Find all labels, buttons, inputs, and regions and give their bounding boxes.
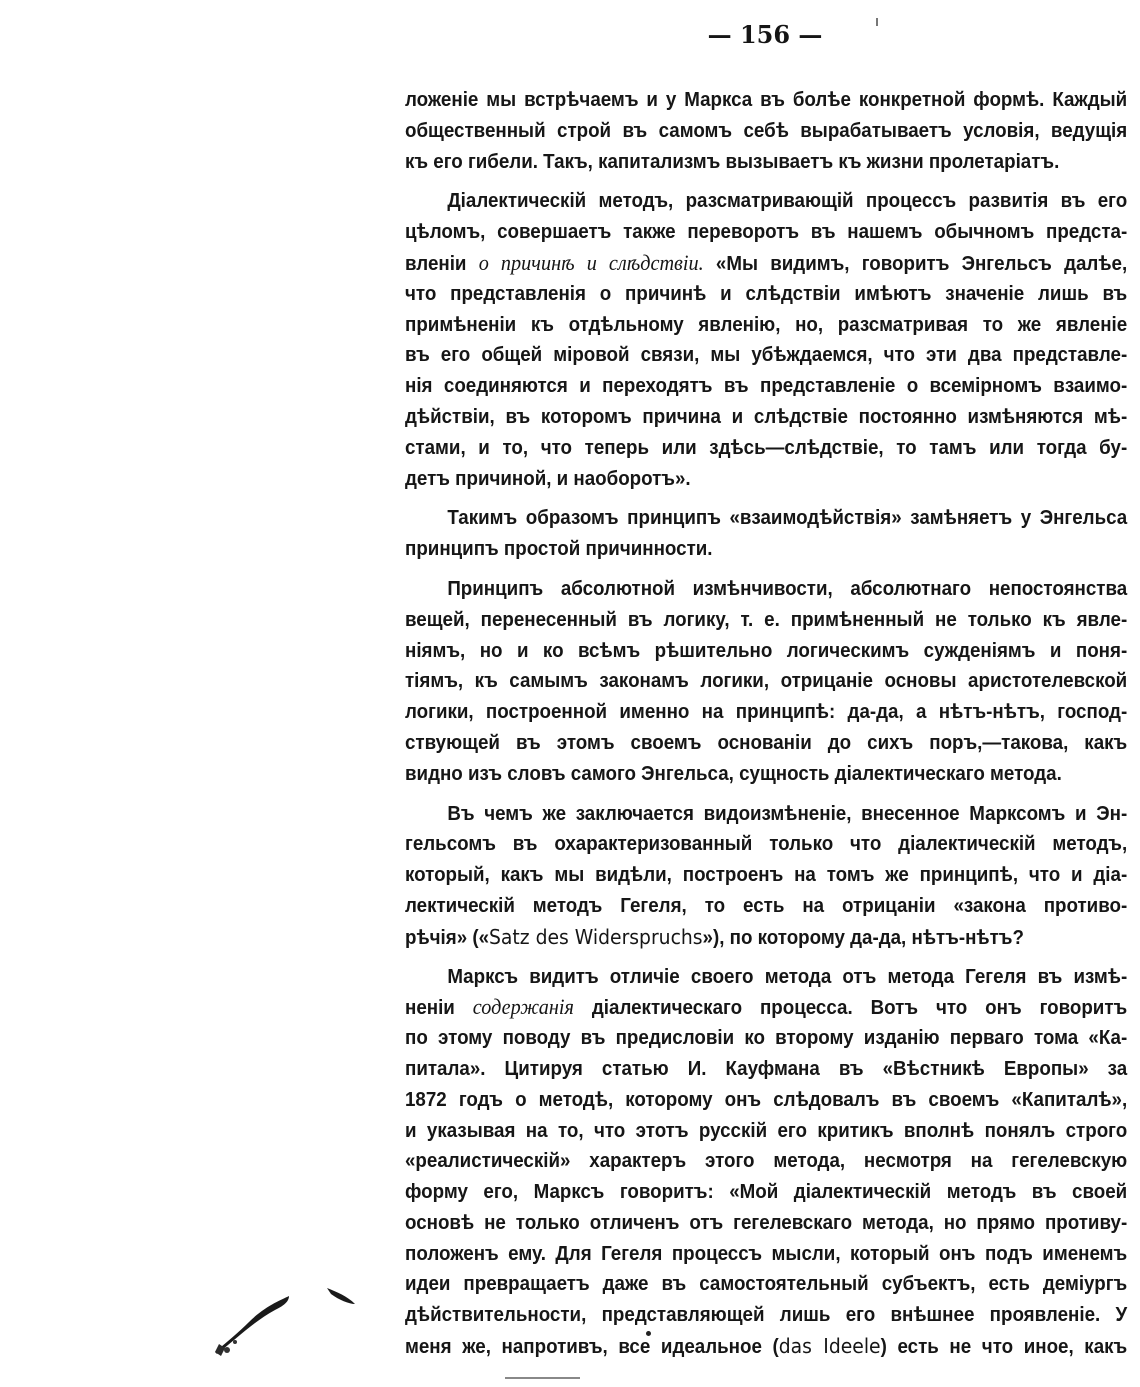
- text-line: «реалистическій» характеръ этого метода, несмотря на гегелевскую: [405, 1150, 1128, 1173]
- bottom-rule: [505, 1377, 580, 1379]
- text-line: который, какъ мы видѣли, построенъ на томъ же принципѣ, что и діа-: [405, 864, 1128, 887]
- text-span: діалектическаго процесса. Вотъ что онъ говоритъ: [591, 997, 1128, 1020]
- text-line: основѣ не только отличенъ отъ гегелевскаго метода, но прямо противу-: [405, 1211, 1128, 1234]
- text-line: нія соединяются и переходятъ въ представленіе о всемірномъ взаимо-: [405, 375, 1128, 398]
- text-span: меня же, напротивъ, все идеальное (: [405, 1336, 779, 1359]
- text-line: детъ причиной, и наоборотъ».: [405, 467, 691, 490]
- text-line: цѣломъ, совершаетъ также переворотъ въ нашемъ обычномъ предста-: [405, 221, 1128, 244]
- ink-smudge: [205, 1282, 375, 1362]
- italic-phrase: о причинѣ и слѣдствіи.: [478, 249, 704, 275]
- text-line: и указывая на то, что этотъ русскій его критикъ вполнѣ понялъ строго: [405, 1119, 1128, 1142]
- text-line: Діалектическій методъ, разсматривающій процессъ развитія въ его: [447, 190, 1128, 213]
- text-line: питала». Цитируя статью И. Кауфмана въ «Вѣстникѣ Европы» за: [405, 1057, 1128, 1080]
- text-line: форму его, Марксъ говоритъ: «Мой діалектическій методъ въ своей: [405, 1181, 1128, 1204]
- text-line: 1872 годъ о методѣ, которому онъ слѣдовалъ въ своемъ «Капиталѣ»,: [405, 1088, 1128, 1111]
- text-span: рѣчія» («: [405, 926, 490, 949]
- text-span: «Мы видимъ, говоритъ Энгельсъ далѣе,: [715, 252, 1128, 275]
- german-phrase: das Ideele: [778, 1334, 881, 1359]
- text-line: гельсомъ въ охарактеризованный только что діалектическій методъ,: [405, 833, 1128, 856]
- text-line: стами, и то, что теперь или здѣсь—слѣдствіе, то тамъ или тогда бу-: [405, 436, 1128, 459]
- text-line: ніямъ, но и ко всѣмъ рѣшительно логическимъ сужденіямъ и поня-: [405, 639, 1128, 662]
- text-line: видно изъ словъ самого Энгельса, сущность діалектическаго метода.: [405, 762, 1062, 785]
- text-line: что представленія о причинѣ и слѣдствіи имѣютъ значеніе лишь въ: [405, 282, 1128, 305]
- text-line: къ его гибели. Такъ, капитализмъ вызываетъ къ жизни пролетаріатъ.: [405, 150, 1060, 173]
- text-line: ложеніе мы встрѣчаемъ и у Маркса въ болѣе конкретной формѣ. Каждый: [405, 89, 1128, 111]
- body-text: [405, 85, 1127, 1362]
- text-line: [405, 922, 1127, 953]
- text-line: логики, построенной именно на принципѣ: да-да, а нѣтъ-нѣтъ, господ-: [405, 701, 1128, 724]
- text-line: [405, 248, 1127, 279]
- german-phrase: Satz des Widerspruchs: [489, 924, 703, 949]
- text-line: принципъ простой причинности.: [405, 538, 713, 561]
- text-line: Такимъ образомъ принципъ «взаимодѣйствія» замѣняетъ у Энгельса: [447, 507, 1128, 530]
- text-line: дѣйствіи, въ которомъ причина и слѣдствіе постоянно измѣняются мѣ-: [405, 405, 1128, 428]
- text-line: Принципъ абсолютной измѣнчивости, абсолютнаго непостоянства: [447, 577, 1128, 600]
- text-span: ) есть не что иное, какъ: [880, 1336, 1128, 1359]
- text-span: неніи: [405, 997, 455, 1020]
- text-line: вещей, перенесенный въ логику, т. е. примѣненный не только къ явле-: [405, 608, 1128, 631]
- text-line: по этому поводу въ предисловіи ко второму изданію перваго тома «Ка-: [405, 1027, 1128, 1050]
- text-line: Марксъ видитъ отличіе своего метода отъ метода Гегеля въ измѣ-: [447, 965, 1128, 988]
- text-line: Въ чемъ же заключается видоизмѣненіе, внесенное Марксомъ и Эн-: [447, 802, 1128, 825]
- page-number: — 156 —: [707, 20, 823, 49]
- text-line: въ его общей міровой связи, мы убѣждаемся, что эти два представле-: [405, 344, 1128, 367]
- text-line: примѣненіи къ отдѣльному явленію, но, разсматривая то же явленіе: [405, 313, 1128, 336]
- ink-dot: [646, 1331, 651, 1336]
- text-line: общественный строй въ самомъ себѣ вырабатываетъ условія, ведущія: [405, 119, 1128, 142]
- print-mark: [876, 18, 878, 26]
- text-line: [405, 1331, 1127, 1362]
- text-line: [405, 992, 1127, 1023]
- text-line: лектическій методъ Гегеля, то есть на отрицаніи «закона противо-: [405, 894, 1128, 917]
- text-line: положенъ ему. Для Гегеля процессъ мысли, который онъ подъ именемъ: [405, 1242, 1128, 1265]
- text-line: тіямъ, къ самымъ законамъ логики, отрицаніе основы аристотелевской: [405, 670, 1128, 693]
- text-line: дѣйствительности, представляющей лишь его внѣшнее проявленіе. У: [405, 1304, 1128, 1327]
- text-span: вленіи: [405, 252, 467, 275]
- text-line: идеи превращаетъ даже въ самостоятельный субъектъ, есть деміургъ: [405, 1273, 1128, 1296]
- text-line: ствующей въ этомъ своемъ основаніи до сихъ поръ,—такова, какъ: [405, 731, 1128, 754]
- text-span: »), по которому да-да, нѣтъ-нѣтъ?: [702, 926, 1024, 949]
- italic-phrase: содержанія: [472, 994, 574, 1020]
